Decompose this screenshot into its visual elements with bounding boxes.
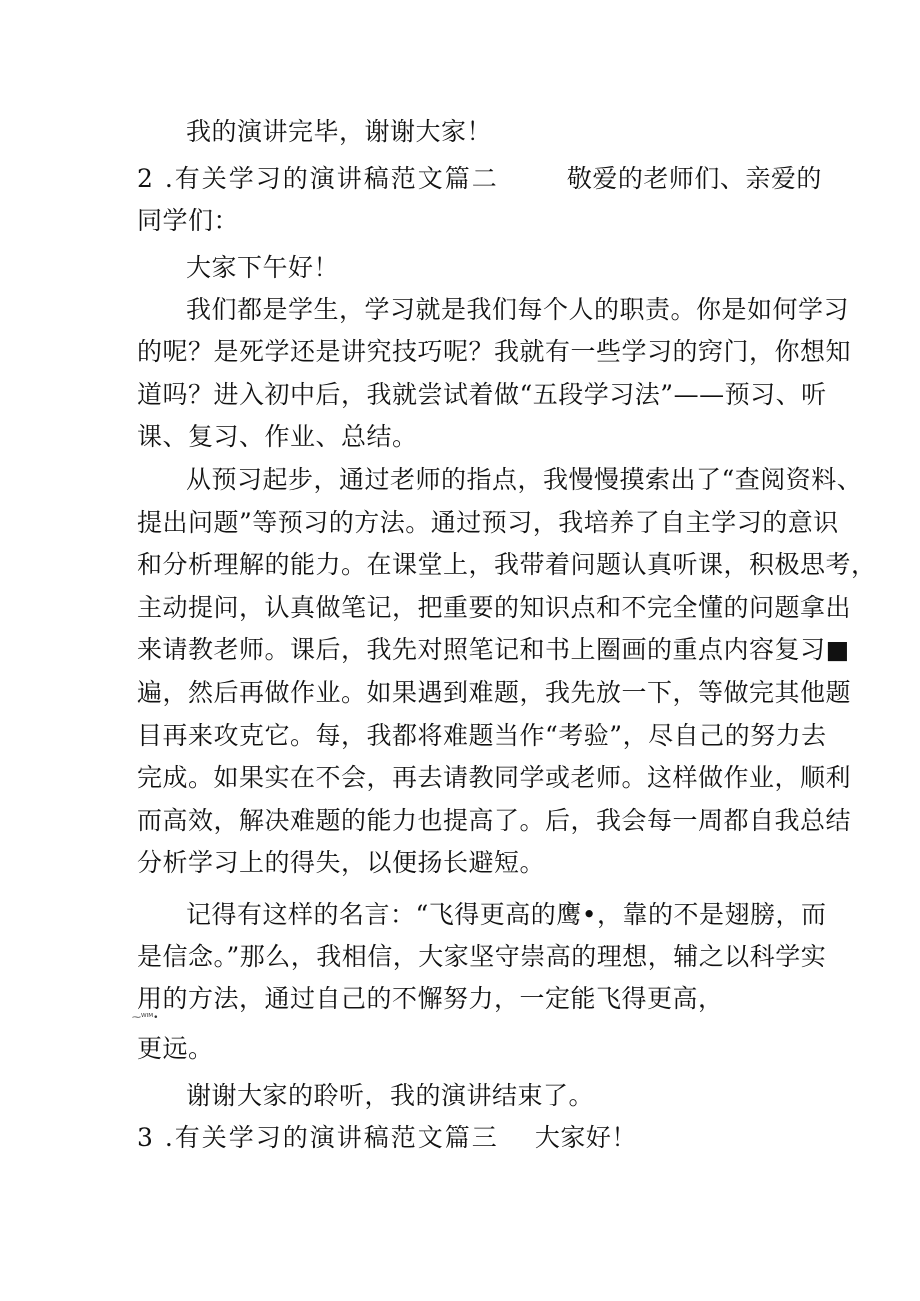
thanks-line: 谢谢大家的聆听，我的演讲结束了。 — [186, 1081, 595, 1110]
salutation-part-1: 敬爱的老师们、亲爱的 — [566, 164, 822, 193]
paragraph-line: 完成。如果实在不会，再去请教同学或老师。这样做作业，顺利 — [137, 763, 852, 792]
section-heading-3 — [137, 1123, 637, 1153]
paragraph-line: 我们都是学生，学习就是我们每个人的职责。你是如何学习 — [186, 295, 850, 324]
greeting-3: 大家好！ — [534, 1123, 637, 1152]
paragraph-line: 目再来攻克它。每，我都将难题当作“考验”，尽自己的努力去 — [137, 721, 827, 750]
paragraph-line: 而高效，解决难题的能力也提高了。后，我会每一周都自我总结 — [137, 806, 852, 835]
paragraph-line: 提出问题”等预习的方法。通过预习，我培养了自主学习的意识 — [137, 508, 839, 537]
paragraph-line: 是信念。”那么，我相信，大家坚守崇高的理想，辅之以科学实 — [137, 942, 827, 971]
greeting: 大家下午好！ — [186, 253, 340, 282]
paragraph-line: 课、复习、作业、总结。 — [137, 422, 418, 451]
scan-artifact-mark: ⁓ᵂᴵᴹ• — [132, 1013, 159, 1023]
paragraph-line: 和分析理解的能力。在课堂上，我带着问题认真听课，积极思考， — [137, 550, 877, 579]
paragraph-line: 记得有这样的名言：“飞得更高的鹰•，靠的不是翅膀，而 — [186, 900, 827, 929]
paragraph-line: 分析学习上的得失，以便扬长避短。 — [137, 848, 546, 877]
paragraph-line: 遍，然后再做作业。如果遇到难题，我先放一下，等做完其他题 — [137, 678, 852, 707]
closing-line: 我的演讲完毕，谢谢大家！ — [186, 117, 493, 146]
section-title-3: 3 .有关学习的演讲稿范文篇三 — [137, 1123, 499, 1152]
paragraph-line: 更远。 — [137, 1034, 214, 1063]
paragraph-line: 从预习起步，通过老师的指点，我慢慢摸索出了“查阅资料、 — [186, 465, 863, 494]
paragraph-line: 用的方法，通过自己的不懈努力，一定能飞得更高， — [137, 984, 724, 1013]
section-title-2: 2 .有关学习的演讲稿范文篇二 — [137, 164, 499, 193]
salutation-part-2: 同学们： — [137, 206, 240, 235]
paragraph-line: 的呢？是死学还是讲究技巧呢？我就有一些学习的窍门，你想知 — [137, 337, 852, 366]
paragraph-line: 主动提问，认真做笔记，把重要的知识点和不完全懂的问题拿出 — [137, 593, 852, 622]
paragraph-line: 来请教老师。课后，我先对照笔记和书上圈画的重点内容复习■ — [137, 635, 850, 664]
paragraph-line: 道吗？进入初中后，我就尝试着做“五段学习法”——预习、听 — [137, 380, 827, 409]
section-heading-2 — [137, 164, 822, 194]
